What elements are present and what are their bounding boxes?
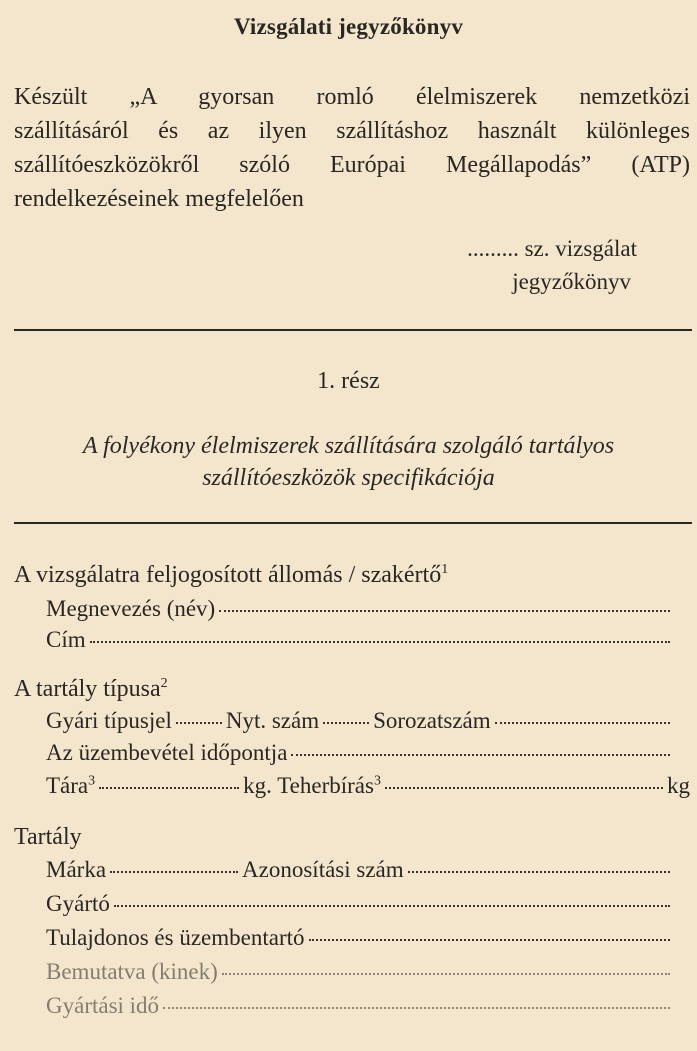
- intro-line: rendelkezéseinek megfelelően: [14, 186, 304, 212]
- capacity-label: [243, 773, 381, 799]
- tare-capacity-row: [46, 773, 690, 803]
- serial-field[interactable]: [495, 721, 670, 724]
- footnote-mark: 1: [441, 562, 449, 577]
- divider-bottom: [14, 522, 692, 524]
- tare-label: [46, 773, 95, 799]
- document-title: Vizsgálati jegyzőkönyv: [233, 14, 464, 39]
- serial-label: Sorozatszám: [373, 708, 491, 733]
- production-date-field[interactable]: [163, 1006, 670, 1009]
- reg-no-label: Nyt. szám: [225, 708, 320, 733]
- station-heading: [14, 562, 448, 589]
- id-number-label: Azonosítási szám: [242, 857, 404, 882]
- production-date-row: [46, 993, 674, 1023]
- capacity-unit: kg: [667, 773, 690, 798]
- presented-label: Bemutatva (kinek): [46, 959, 218, 984]
- station-name-label: Megnevezés (név): [46, 596, 216, 621]
- id-number-field[interactable]: [408, 870, 670, 873]
- report-word: jegyzőkönyv: [512, 269, 631, 294]
- reg-no-field[interactable]: [323, 721, 369, 724]
- manufacturer-label: Gyártó: [46, 891, 110, 916]
- capacity-label-text: kg. Teherbírás: [243, 773, 374, 798]
- commissioning-field[interactable]: [291, 753, 670, 756]
- factory-type-label: Gyári típusjel: [46, 708, 172, 733]
- report-number-block: [437, 232, 637, 298]
- tare-field[interactable]: [99, 786, 239, 789]
- intro-line: szállításáról és az ilyen szállításhoz használt különleges: [14, 118, 690, 144]
- brand-label: Márka: [46, 857, 107, 882]
- tare-label-text: Tára: [46, 773, 89, 798]
- intro-paragraph: [14, 80, 690, 216]
- report-number: ......... sz. vizsgálat: [467, 236, 637, 261]
- part-label: 1. rész: [317, 368, 380, 394]
- capacity-field[interactable]: [385, 786, 663, 789]
- presented-field[interactable]: [222, 972, 670, 975]
- subtitle-line: szállítóeszközök specifikációja: [202, 465, 495, 491]
- intro-line: szállítóeszközökről szóló Európai Megállapodás” (ATP): [14, 152, 690, 178]
- footnote-mark: 3: [373, 773, 381, 789]
- station-address-label: Cím: [46, 627, 86, 652]
- tank-type-codes-row: [46, 708, 674, 738]
- owner-row: [46, 925, 674, 955]
- brand-id-row: [46, 857, 674, 887]
- footnote-mark: 2: [160, 676, 168, 691]
- station-address-row: [46, 627, 674, 657]
- station-name-row: [46, 596, 674, 626]
- intro-line: Készült „A gyorsan romló élelmiszerek nemzetközi: [14, 84, 690, 110]
- tank-type-heading-text: A tartály típusa: [14, 676, 161, 702]
- manufacturer-field[interactable]: [114, 904, 670, 907]
- station-name-field[interactable]: [219, 609, 670, 612]
- subtitle-line: A folyékony élelmiszerek szállítására szolgáló tartályos: [82, 433, 615, 459]
- part-subtitle: [0, 430, 697, 494]
- owner-field[interactable]: [309, 938, 670, 941]
- production-date-label: Gyártási idő: [46, 993, 160, 1018]
- factory-type-field[interactable]: [176, 721, 222, 724]
- brand-field[interactable]: [110, 870, 238, 873]
- footnote-mark: 3: [88, 773, 96, 789]
- station-heading-text: A vizsgálatra feljogosított állomás / szakértő: [14, 562, 442, 588]
- manufacturer-row: [46, 891, 674, 921]
- divider-top: [14, 329, 692, 331]
- tank-type-heading: [14, 676, 168, 703]
- presented-row: [46, 959, 674, 989]
- commissioning-row: [46, 740, 674, 770]
- station-address-field[interactable]: [90, 640, 670, 643]
- commissioning-label: Az üzembevétel időpontja: [46, 740, 288, 765]
- owner-label: Tulajdonos és üzembentartó: [46, 925, 305, 950]
- tank-heading: Tartály: [14, 824, 82, 850]
